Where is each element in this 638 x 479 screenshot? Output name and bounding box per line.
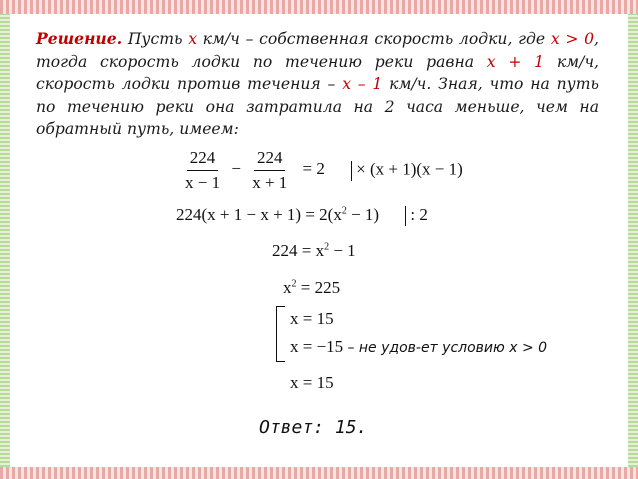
variable-x: x <box>188 30 197 48</box>
equation-2-tail: − 1) <box>346 205 380 224</box>
exponent-3: 2 <box>324 241 330 253</box>
root-2 <box>290 337 547 357</box>
speed-downstream: x + 1 <box>486 52 545 71</box>
root-2-note: – не удов-ет условию x > 0 <box>347 340 548 356</box>
paragraph-text-1: Пусть <box>122 30 189 48</box>
right-decorative-edge <box>628 14 638 467</box>
paragraph-text-3: , тогда скорость лодки по течению реки равна <box>36 30 599 71</box>
answer: Ответ: 15. <box>259 417 368 438</box>
fraction-a-denominator: x − 1 <box>185 173 221 192</box>
operation-bar-1 <box>351 161 352 181</box>
minus-sign: − <box>231 159 241 179</box>
fraction-a-numerator: 224 <box>187 148 219 171</box>
operation-bar-2 <box>405 206 406 226</box>
speed-upstream: x – 1 <box>342 75 383 93</box>
roots-bracket <box>276 306 285 362</box>
condition-x-positive: x > 0 <box>550 30 595 48</box>
divide-operation: : 2 <box>410 205 428 224</box>
fraction-a <box>182 148 223 193</box>
equation-1-rhs: = 2 <box>302 159 325 179</box>
top-decorative-stripe <box>0 0 638 14</box>
equation-3-tail: − 1 <box>329 241 356 260</box>
equation-4-expr: x <box>283 278 292 297</box>
root-1: x = 15 <box>290 309 334 328</box>
equation-4 <box>283 278 340 298</box>
exponent-2: 2 <box>341 205 347 217</box>
equation-2 <box>176 205 428 226</box>
left-decorative-edge <box>0 14 10 467</box>
paragraph-text-4: км/ч, скорость лодки против течения – <box>36 52 599 93</box>
exponent-4: 2 <box>291 278 297 290</box>
fraction-b <box>249 148 290 193</box>
paragraph-text-5: км/ч. Зная, что на путь по течению реки она затратила на 2 часа меньше, чем на обратный путь, имеем: <box>36 75 599 138</box>
fraction-b-denominator: x + 1 <box>252 173 288 192</box>
root-2-value: x = −15 <box>290 337 344 356</box>
equation-3 <box>272 241 356 261</box>
bottom-decorative-stripe <box>0 467 638 479</box>
equation-3-expr: 224 = x <box>272 241 325 260</box>
multiply-operation: × (x + 1)(x − 1) <box>356 159 463 179</box>
final-equation: x = 15 <box>290 373 334 392</box>
fraction-b-numerator: 224 <box>254 148 286 171</box>
solution-paragraph <box>36 28 599 141</box>
equation-4-tail: = 225 <box>296 278 341 297</box>
equation-2-expr: 224(x + 1 − x + 1) = 2(x <box>176 205 342 224</box>
solution-lead: Решение. <box>36 29 123 48</box>
paragraph-text-2: км/ч – собственная скорость лодки, где <box>196 30 551 48</box>
equation-1 <box>182 148 463 193</box>
